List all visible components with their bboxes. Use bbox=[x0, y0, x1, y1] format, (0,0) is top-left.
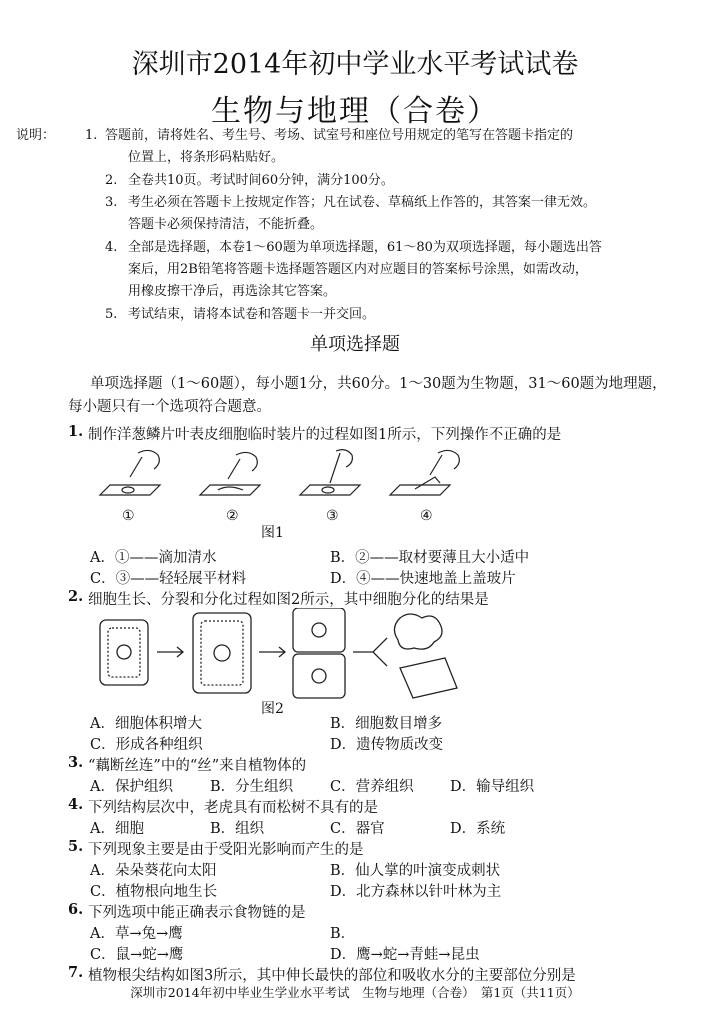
question-number: 6. bbox=[68, 901, 84, 918]
instructions-label: 说明： bbox=[16, 128, 56, 143]
instruction-line: 全部是选择题，本卷1～60题为单项选择题，61～80为双项选择题，每小题选出答 bbox=[128, 240, 602, 255]
exam-title: 深圳市2014年初中学业水平考试试卷 bbox=[131, 49, 579, 80]
option-a: A．细胞 bbox=[90, 821, 144, 837]
section-intro-line: 单项选择题（1～60题），每小题1分，共60分。1～30题为生物题，31～60题为地理题， bbox=[90, 376, 667, 392]
exam-subtitle: 生物与地理（合卷） bbox=[211, 94, 499, 129]
instruction-line: 答题前，请将姓名、考生号、考场、试室号和座位号用规定的笔写在答题卡指定的 bbox=[105, 128, 574, 143]
option-d: D．系统 bbox=[450, 821, 506, 837]
question-stem: 下列选项中能正确表示食物链的是 bbox=[88, 905, 306, 921]
option-d: D．遗传物质改变 bbox=[330, 737, 444, 753]
option-d: D．北方森林以针叶林为主 bbox=[330, 884, 502, 900]
option-b: B．分生组织 bbox=[210, 779, 294, 795]
question-number: 4. bbox=[68, 796, 84, 813]
question-stem: “藕断丝连”中的“丝”来自植物体的 bbox=[88, 758, 307, 774]
option-a: A．草→兔→鹰 bbox=[90, 926, 183, 942]
instruction-line: 答题卡必须保持清洁，不能折叠。 bbox=[128, 217, 324, 232]
option-c: C．形成各种组织 bbox=[90, 737, 203, 753]
figure-label: ② bbox=[226, 508, 239, 524]
question-stem: 下列结构层次中，老虎具有而松树不具有的是 bbox=[88, 800, 378, 816]
option-b: B．②——取材要薄且大小适中 bbox=[330, 550, 530, 566]
instruction-num: 2. bbox=[105, 173, 118, 188]
figure-label: ③ bbox=[326, 508, 339, 524]
option-b: B．组织 bbox=[210, 821, 265, 837]
question-number: 5. bbox=[68, 838, 84, 855]
section-title: 单项选择题 bbox=[310, 334, 400, 355]
instruction-num: 1. bbox=[85, 128, 98, 143]
instruction-num: 4. bbox=[105, 240, 118, 255]
instruction-line: 位置上，将条形码粘贴好。 bbox=[128, 150, 285, 165]
option-a: A．保护组织 bbox=[90, 779, 173, 795]
figure-2-illustration bbox=[95, 608, 475, 703]
question-number: 7. bbox=[68, 964, 84, 981]
question-number: 3. bbox=[68, 754, 84, 771]
instruction-line: 考生必须在答题卡上按规定作答；凡在试卷、草稿纸上作答的，其答案一律无效。 bbox=[128, 195, 597, 210]
instruction-num: 3. bbox=[105, 195, 118, 210]
option-c: C．③——轻轻展平材料 bbox=[90, 571, 247, 587]
option-c: C．营养组织 bbox=[330, 779, 414, 795]
instruction-num: 5. bbox=[105, 307, 118, 322]
option-b: B．仙人掌的叶演变成刺状 bbox=[330, 863, 501, 879]
option-d: D．输导组织 bbox=[450, 779, 535, 795]
instruction-line: 用橡皮擦干净后，再选涂其它答案。 bbox=[128, 284, 337, 299]
figure-label: ④ bbox=[420, 508, 433, 524]
option-d: D．鹰→蛇→青蛙→昆虫 bbox=[330, 947, 480, 963]
figure-1-illustration bbox=[90, 445, 490, 510]
option-c: C．器官 bbox=[330, 821, 385, 837]
option-b: B．细胞数目增多 bbox=[330, 716, 443, 732]
option-a: A．细胞体积增大 bbox=[90, 716, 202, 732]
question-stem: 细胞生长、分裂和分化过程如图2所示，其中细胞分化的结果是 bbox=[88, 592, 489, 608]
option-c: C．鼠→蛇→鹰 bbox=[90, 947, 184, 963]
option-a: A．朵朵葵花向太阳 bbox=[90, 863, 217, 879]
instruction-line: 全卷共10页。考试时间60分钟，满分100分。 bbox=[128, 173, 394, 188]
question-number: 2. bbox=[68, 588, 84, 605]
option-d: D．④——快速地盖上盖玻片 bbox=[330, 571, 516, 587]
section-intro-line: 每小题只有一个选项符合题意。 bbox=[68, 399, 271, 415]
option-c: C．植物根向地生长 bbox=[90, 884, 218, 900]
option-b: B． bbox=[330, 926, 356, 942]
question-stem: 下列现象主要是由于受阳光影响而产生的是 bbox=[88, 842, 364, 858]
instruction-line: 考试结束，请将本试卷和答题卡一并交回。 bbox=[128, 307, 376, 322]
question-stem: 制作洋葱鳞片叶表皮细胞临时装片的过程如图1所示，下列操作不正确的是 bbox=[88, 427, 562, 443]
instruction-line: 案后，用2B铅笔将答题卡选择题答题区内对应题目的答案标号涂黑，如需改动， bbox=[128, 262, 588, 277]
figure-caption: 图2 bbox=[261, 701, 284, 717]
question-number: 1. bbox=[68, 423, 84, 440]
question-stem: 植物根尖结构如图3所示，其中伸长最快的部位和吸收水分的主要部位分别是 bbox=[88, 968, 576, 984]
option-a: A．①——滴加清水 bbox=[90, 550, 217, 566]
figure-caption: 图1 bbox=[261, 525, 284, 541]
page-footer: 深圳市2014年初中毕业生学业水平考试 生物与地理（合卷） 第1页（共11页） bbox=[130, 985, 580, 1000]
figure-label: ① bbox=[122, 508, 135, 524]
